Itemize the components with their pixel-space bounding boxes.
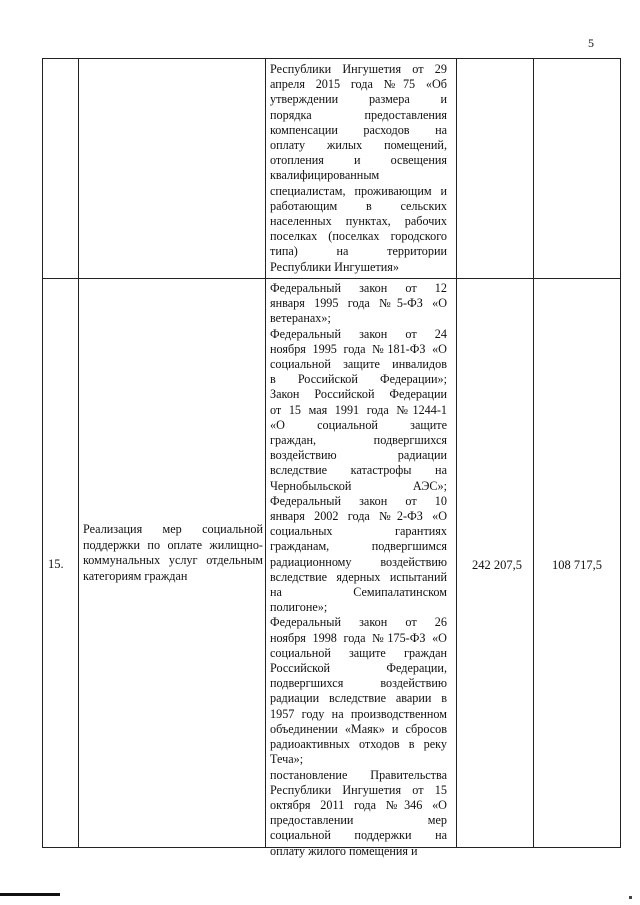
text-line: Реализация мер социальной xyxy=(83,522,263,536)
text-line: социальной поддержки на xyxy=(270,828,447,843)
amount-value-2: 108 717,5 xyxy=(552,558,602,572)
text-line: порядка предоставления xyxy=(270,107,447,122)
table-row-divider xyxy=(42,278,621,279)
text-line: социальной защите инвалидов xyxy=(270,357,447,372)
text-line: отопления и освещения xyxy=(270,153,447,168)
text-line: января 2002 года №2-ФЗ «О xyxy=(270,509,447,524)
text-line: Федеральный закон от 10 xyxy=(270,493,447,508)
text-line: компенсации расходов на xyxy=(270,122,447,137)
text-line: вследствие ядерных испытаний xyxy=(270,569,447,584)
text-line: на Семипалатинском xyxy=(270,585,447,600)
footer-mark xyxy=(0,893,60,896)
text-line: поддержки по оплате жилищно- xyxy=(83,537,263,552)
text-line: радиоактивных отходов в реку xyxy=(270,737,447,752)
text-line: оплату жилого помещения и xyxy=(270,843,418,858)
table-border-right xyxy=(620,58,621,848)
text-line: ноября 1998 года №175-ФЗ «О xyxy=(270,630,447,645)
row-number: 15. xyxy=(48,557,64,571)
text-line: апреля 2015 года №75 «Об xyxy=(270,77,447,92)
scan-artifact xyxy=(629,896,632,899)
page-number: 5 xyxy=(588,36,594,50)
text-line: работающим в сельских xyxy=(270,198,447,213)
text-line: полигоне»; xyxy=(270,600,328,615)
text-line: Федеральный закон от 26 xyxy=(270,615,447,630)
text-line: категориям граждан xyxy=(83,568,188,583)
table-border-top xyxy=(42,58,621,59)
text-line: типа) на территории xyxy=(270,244,447,259)
text-line: вследствие катастрофы на xyxy=(270,463,447,478)
text-line: объединении «Маяк» и сбросов xyxy=(270,721,447,736)
table-col-divider-3 xyxy=(456,58,457,848)
text-line: гражданам, подвергшимся xyxy=(270,539,447,554)
text-line: Республики Ингушетия» xyxy=(270,259,399,274)
text-line: радиационному воздействию xyxy=(270,554,447,569)
text-line: Теча»; xyxy=(270,752,304,767)
text-line: от 15 мая 1991 года №1244-1 xyxy=(270,402,447,417)
text-line: населенных пунктах, рабочих xyxy=(270,214,447,229)
text-line: социальной защите граждан xyxy=(270,645,447,660)
text-line: специалистам, проживающим и xyxy=(270,183,447,198)
text-line: предоставлении мер xyxy=(270,813,447,828)
text-line: социальных гарантиях xyxy=(270,524,447,539)
table-col-divider-2 xyxy=(265,58,266,848)
text-line: января 1995 года №5-ФЗ «О xyxy=(270,296,447,311)
text-line: оплату жилых помещений, xyxy=(270,138,447,153)
text-line: постановление Правительства xyxy=(270,767,447,782)
table-col-divider-1 xyxy=(78,58,79,848)
text-line: ветеранах»; xyxy=(270,311,331,326)
text-line: в Российской Федерации»; xyxy=(270,372,447,387)
laws-cell-continued xyxy=(270,62,447,275)
text-line: утверждении размера и xyxy=(270,92,447,107)
text-line: поселках (поселках городского xyxy=(270,229,447,244)
text-line: Республики Ингушетия от 29 xyxy=(270,62,447,76)
text-line: граждан, подвергшихся xyxy=(270,433,447,448)
text-line: радиации вследствие аварии в xyxy=(270,691,447,706)
text-line: коммунальных услуг отдельным xyxy=(83,553,263,568)
amount-value-1: 242 207,5 xyxy=(472,558,522,572)
text-line: подвергшихся воздействию xyxy=(270,676,447,691)
text-line: «О социальной защите xyxy=(270,417,447,432)
table-border-left xyxy=(42,58,43,848)
text-line: 1957 году на производственном xyxy=(270,706,447,721)
text-line: октября 2011 года №346 «О xyxy=(270,797,447,812)
measure-description xyxy=(83,522,263,584)
table-col-divider-4 xyxy=(533,58,534,848)
text-line: квалифицированным xyxy=(270,168,380,183)
text-line: Закон Российской Федерации xyxy=(270,387,447,402)
text-line: Федеральный закон от 12 xyxy=(270,281,447,295)
text-line: Республики Ингушетия от 15 xyxy=(270,782,447,797)
text-line: Федеральный закон от 24 xyxy=(270,326,447,341)
laws-cell-row-15 xyxy=(270,281,447,859)
text-line: Чернобыльской АЭС»; xyxy=(270,478,447,493)
text-line: Российской Федерации, xyxy=(270,661,447,676)
text-line: воздействию радиации xyxy=(270,448,447,463)
text-line: ноября 1995 года №181-ФЗ «О xyxy=(270,341,447,356)
